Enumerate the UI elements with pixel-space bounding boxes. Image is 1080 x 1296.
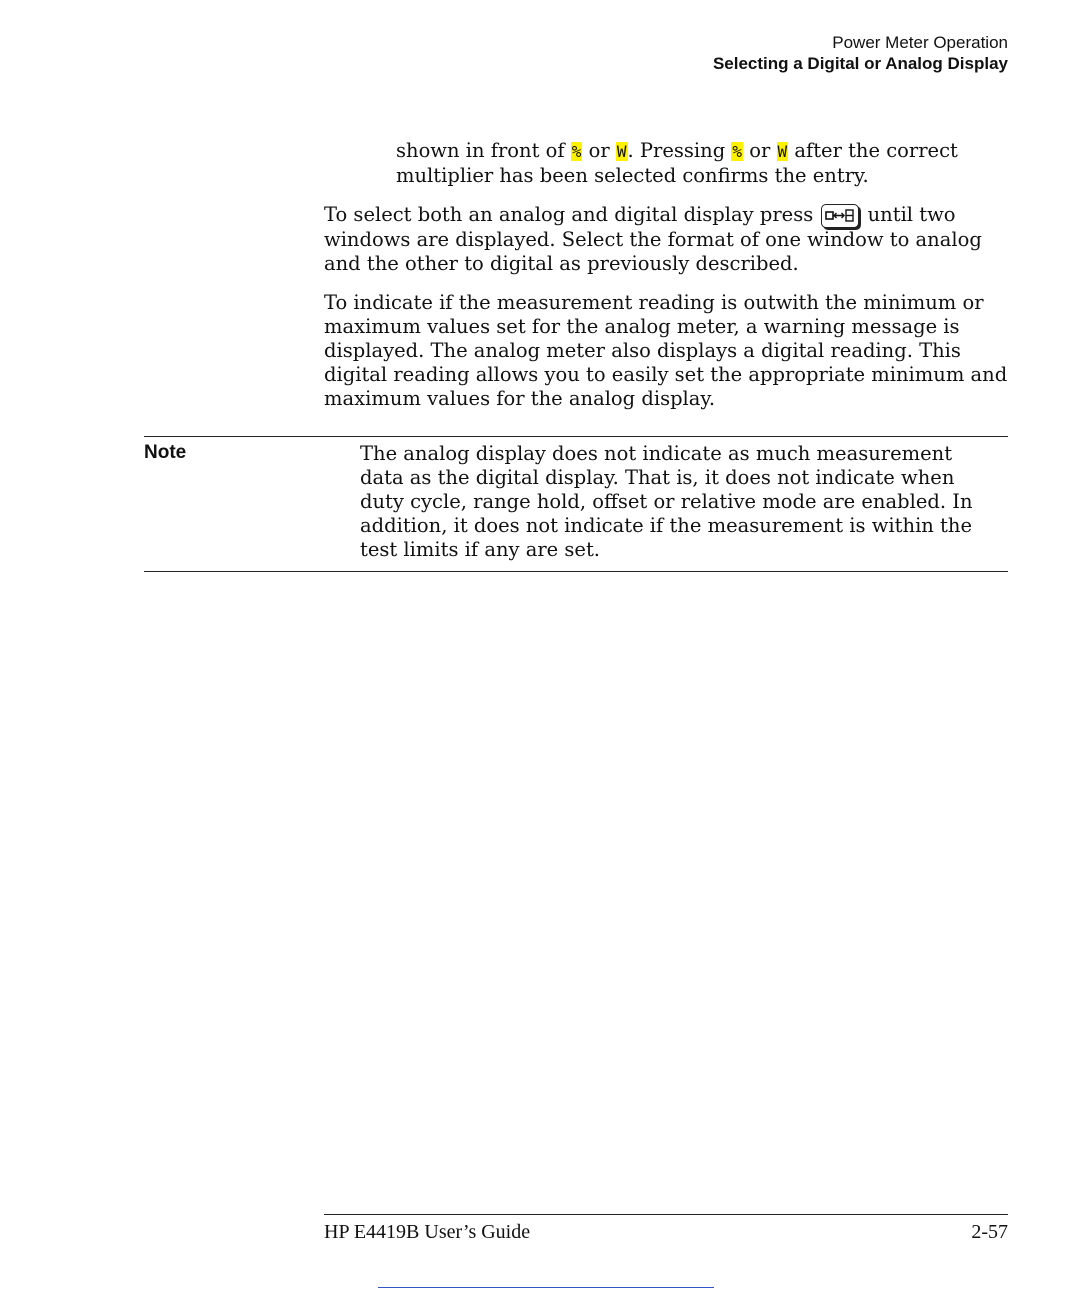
chapter-title: Power Meter Operation — [832, 33, 1008, 52]
text-run: until two windows are displayed. Select the format of one window to analog and the other to digital as previously described. — [324, 203, 982, 275]
note-label: Note — [144, 442, 187, 463]
note-text: The analog display does not indicate as much measurement data as the digital display. That is, it does not indicate when duty cycle, range hold, offset or relative mode are enabled. In addition, it does not indicate if the measurement is within the test limits if any are set. — [360, 442, 973, 561]
text-run: . Pressing — [627, 139, 732, 162]
link-underline — [378, 1287, 714, 1288]
warning-paragraph: To indicate if the measurement reading is outwith the minimum or maximum values set for the analog meter, a warning message is displayed. The analog meter also displays a digital reading. This digital reading allows you to easily set the appropriate minimum and maximum values for the analog display. — [324, 291, 1008, 410]
percent-softkey-label: % — [732, 142, 743, 161]
page-number: 2-57 — [971, 1221, 1008, 1243]
note-top-rule — [144, 436, 1008, 437]
footer-rule — [324, 1214, 1008, 1215]
window-toggle-key-icon — [821, 204, 859, 228]
percent-softkey-label: % — [571, 142, 582, 161]
note-bottom-rule — [144, 571, 1008, 572]
watts-softkey-label: W — [616, 142, 627, 161]
text-run: after the correct multiplier has been selected confirms the entry. — [396, 139, 958, 187]
running-header — [713, 32, 1008, 74]
text-run: shown in front of — [396, 139, 571, 162]
watts-softkey-label: W — [777, 142, 788, 161]
continuation-paragraph — [396, 139, 996, 188]
text-run: To select both an analog and digital display press — [324, 203, 820, 226]
text-run: or — [743, 139, 777, 162]
section-title: Selecting a Digital or Analog Display — [712, 54, 1008, 73]
text-run: or — [582, 139, 616, 162]
footer-guide-title: HP E4419B User’s Guide — [324, 1221, 531, 1243]
both-displays-paragraph — [324, 203, 1014, 276]
